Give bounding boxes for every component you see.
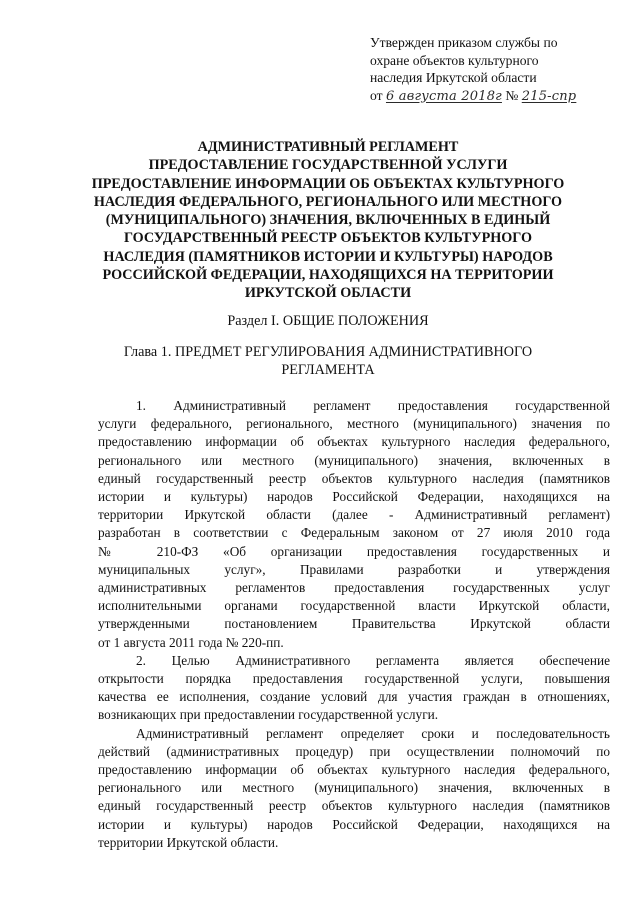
section-heading: Раздел I. ОБЩИЕ ПОЛОЖЕНИЯ	[227, 313, 429, 329]
paragraph-line: предоставлению информации об объектах культурного наследия федерального,	[98, 762, 610, 778]
title-line: ПРЕДОСТАВЛЕНИЕ ИНФОРМАЦИИ ОБ ОБЪЕКТАХ КУЛЬТУРНОГО	[91, 175, 565, 192]
title-line: ИРКУТСКОЙ ОБЛАСТИ	[244, 285, 412, 302]
chapter-line: Глава 1. ПРЕДМЕТ РЕГУЛИРОВАНИЯ АДМИНИСТРАТИВНОГО	[123, 344, 533, 360]
paragraph-line: единый государственный реестр объектов культурного наследия (памятников	[98, 470, 610, 486]
paragraph-line: регионального или местного (муниципального) значения, включенных в	[98, 452, 610, 468]
paragraph-line: территории Иркутской области.	[98, 834, 279, 850]
paragraph-line: муниципальных услуг», Правилами разработки и утверждения	[98, 561, 610, 577]
paragraph-line: исполнительными органами государственной власти Иркутской области,	[98, 598, 610, 614]
number-prefix: №	[505, 87, 519, 103]
paragraph-line: услуги федерального, регионального, местного (муниципального) значения по	[98, 416, 610, 432]
paragraph-line: административных регламентов предоставления государственных услуг	[98, 580, 610, 596]
title-line: (МУНИЦИПАЛЬНОГО) ЗНАЧЕНИЯ, ВКЛЮЧЕННЫХ В ЕДИНЫЙ	[105, 212, 551, 229]
paragraph-line: разработан в соответствии с Федеральным законом от 27 июля 2010 года	[98, 525, 610, 541]
paragraph-line: 2. Целью Административного регламента является обеспечение	[136, 652, 610, 668]
approval-date-line	[370, 87, 620, 106]
paragraph-line: утвержденными постановлением Правительства Иркутской области	[98, 616, 610, 632]
chapter-heading	[90, 343, 566, 379]
title-line: АДМИНИСТРАТИВНЫЙ РЕГЛАМЕНТ	[197, 139, 459, 155]
title-line: НАСЛЕДИЯ (ПАМЯТНИКОВ ИСТОРИИ И КУЛЬТУРЫ) НАРОДОВ	[103, 248, 553, 265]
paragraph-line: единый государственный реестр объектов культурного наследия (памятников	[98, 798, 610, 814]
date-prefix: от	[370, 87, 383, 103]
paragraph-line: качества ее исполнения, создание условий для участия граждан в отношениях,	[98, 689, 610, 705]
approval-line: наследия Иркутской области	[370, 70, 537, 85]
title-line: ПРЕДОСТАВЛЕНИЕ ГОСУДАРСТВЕННОЙ УСЛУГИ	[148, 157, 508, 174]
title-line: ГОСУДАРСТВЕННЫЙ РЕЕСТР ОБЪЕКТОВ КУЛЬТУРНОГО	[123, 230, 533, 247]
approval-line: охране объектов культурного	[370, 52, 539, 68]
handwritten-date: 6 августа 2018г	[385, 88, 502, 104]
handwritten-number: 215-спр	[521, 88, 577, 104]
paragraph-line: регионального или местного (муниципального) значения, включенных в	[98, 780, 610, 796]
document-title	[90, 138, 566, 303]
paragraph-line: от 1 августа 2011 года № 220-пп.	[98, 634, 284, 650]
paragraph-line: предоставлению информации об объектах культурного наследия федерального,	[98, 434, 610, 450]
paragraph-line: 1. Административный регламент предоставления государственной	[136, 398, 610, 413]
paragraph-line: территории Иркутской области (далее - Административный регламент)	[98, 507, 610, 523]
paragraph-line: возникающих при предоставлении государственной услуги.	[98, 707, 439, 723]
approval-line: Утвержден приказом службы по	[370, 35, 558, 50]
paragraph-line: открытости порядка предоставления государственной услуги, повышения	[98, 671, 610, 687]
paragraph-line: истории и культуры) народов Российской Федерации, находящихся на	[98, 489, 610, 505]
body-text	[98, 397, 610, 852]
approval-stamp-block	[370, 34, 620, 105]
paragraph-line: Административный регламент определяет сроки и последовательность	[136, 725, 610, 741]
paragraph-line: истории и культуры) народов Российской Федерации, находящихся на	[98, 816, 610, 832]
chapter-line: РЕГЛАМЕНТА	[281, 362, 375, 378]
paragraph-line: № 210-ФЗ «Об организации предоставления государственных и	[98, 543, 610, 559]
paragraph-line: действий (административных процедур) при осуществлении полномочий по	[98, 743, 610, 759]
title-line: РОССИЙСКОЙ ФЕДЕРАЦИИ, НАХОДЯЩИХСЯ НА ТЕРРИТОРИИ	[102, 267, 554, 284]
title-line: НАСЛЕДИЯ ФЕДЕРАЛЬНОГО, РЕГИОНАЛЬНОГО ИЛИ МЕСТНОГО	[93, 193, 563, 210]
